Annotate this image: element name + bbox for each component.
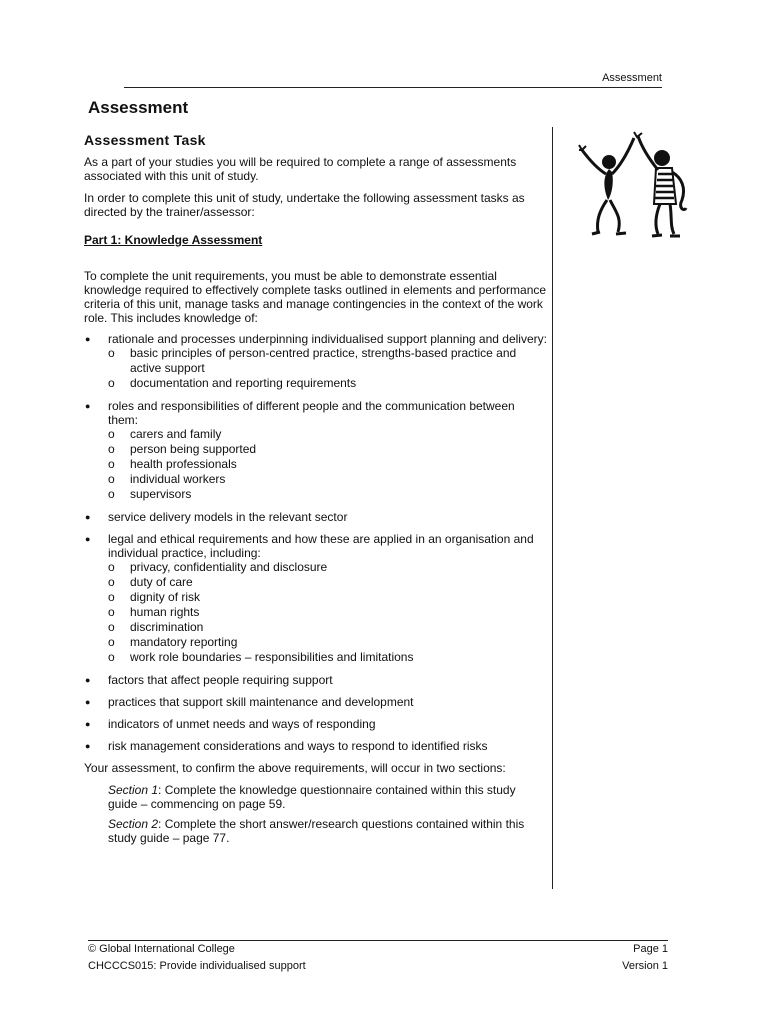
footer-rule [88, 940, 668, 941]
list-item [84, 532, 548, 665]
sub-bullet-marker: o [108, 376, 115, 390]
footer-version: Version 1 [622, 960, 668, 972]
sub-list [108, 346, 548, 391]
assessment-section [84, 817, 548, 845]
footer-row-2 [88, 960, 668, 972]
sub-bullet-marker: o [108, 605, 115, 619]
list-item-text: service delivery models in the relevant sector [108, 510, 348, 524]
part1-intro: To complete the unit requirements, you must be able to demonstrate essential knowledge required to effectively complete tasks outlined in elements and performance criteria of this unit, manage tasks and manage contingencies in the context of the work role. This includes knowledge of: [84, 269, 547, 325]
sub-list-item [108, 635, 548, 650]
sub-list-item [108, 472, 548, 487]
sub-bullet-marker: o [108, 427, 115, 441]
sub-list [108, 560, 548, 665]
sub-list-item-text: work role boundaries – responsibilities and limitations [130, 650, 414, 664]
section-text: : Complete the knowledge questionnaire contained within this study guide – commencing on page 59. [108, 783, 516, 811]
sub-list-item-text: mandatory reporting [130, 635, 238, 649]
sub-bullet-marker: o [108, 487, 115, 501]
list-item-text: factors that affect people requiring support [108, 673, 333, 687]
sub-list-item-text: discrimination [130, 620, 204, 634]
list-item [84, 332, 548, 391]
section-label: Section 1 [108, 783, 159, 797]
section-text: : Complete the short answer/research questions contained within this study guide – page 77. [108, 817, 525, 845]
part1-heading: Part 1: Knowledge Assessment [84, 233, 263, 247]
page-title: Assessment [88, 98, 189, 117]
sub-list-item [108, 427, 548, 442]
bullet-marker: ● [85, 675, 91, 685]
list-item-text: practices that support skill maintenance and development [108, 695, 414, 709]
task-heading: Assessment Task [84, 132, 206, 148]
list-item [84, 739, 548, 753]
sub-list-item-text: dignity of risk [130, 590, 201, 604]
sub-list-item [108, 605, 548, 620]
sub-list-item [108, 620, 548, 635]
sub-bullet-marker: o [108, 472, 115, 486]
sub-list-item [108, 575, 548, 590]
sub-list-item-text: human rights [130, 605, 200, 619]
list-item [84, 695, 548, 709]
sub-list-item-text: basic principles of person-centred practice, strengths-based practice and active support [130, 346, 517, 375]
sub-list-item [108, 442, 548, 457]
column-divider [552, 127, 553, 889]
sub-list [108, 427, 548, 502]
sub-list-item [108, 457, 548, 472]
header-rule [124, 87, 662, 88]
task-intro: As a part of your studies you will be required to complete a range of assessments associated with this unit of study. [84, 155, 517, 183]
sub-list-item-text: person being supported [130, 442, 257, 456]
sub-list-item-text: health professionals [130, 457, 237, 471]
knowledge-list [84, 332, 548, 753]
sub-list-item [108, 650, 548, 665]
section-label: Section 2 [108, 817, 159, 831]
list-item [84, 399, 548, 502]
bullet-marker: ● [85, 534, 91, 544]
list-item-text: legal and ethical requirements and how these are applied in an organisation and individual practice, including: [108, 532, 534, 560]
sub-list-item-text: carers and family [130, 427, 222, 441]
sub-list-item-text: privacy, confidentiality and disclosure [130, 560, 328, 574]
bullet-marker: ● [85, 719, 91, 729]
list-item [84, 510, 548, 524]
footer-unit-code: CHCCCS015: Provide individualised support [88, 960, 306, 972]
sub-list-item [108, 376, 548, 391]
main-content [84, 133, 548, 851]
sub-list-item [108, 590, 548, 605]
list-item-text: roles and responsibilities of different people and the communication between them: [108, 399, 515, 427]
bullet-marker: ● [85, 741, 91, 751]
list-item [84, 717, 548, 731]
sub-bullet-marker: o [108, 457, 115, 471]
bullet-marker: ● [85, 334, 91, 344]
bullet-marker: ● [85, 697, 91, 707]
sub-list-item-text: duty of care [130, 575, 193, 589]
sub-bullet-marker: o [108, 346, 115, 360]
sub-list-item [108, 487, 548, 502]
list-item-text: indicators of unmet needs and ways of responding [108, 717, 376, 731]
sub-bullet-marker: o [108, 620, 115, 634]
sub-list-item [108, 346, 548, 376]
running-header: Assessment [602, 72, 662, 84]
sub-list-item [108, 560, 548, 575]
task-instruction: In order to complete this unit of study, undertake the following assessment tasks as directed by the trainer/assessor: [84, 191, 525, 219]
assessment-section [84, 783, 548, 811]
sub-list-item-text: documentation and reporting requirements [130, 376, 357, 390]
footer-row-1 [88, 943, 668, 955]
footer-copyright: © Global International College [88, 943, 235, 955]
list-item-text: rationale and processes underpinning individualised support planning and delivery: [108, 332, 547, 346]
sub-bullet-marker: o [108, 650, 115, 664]
list-item [84, 673, 548, 687]
sub-list-item-text: individual workers [130, 472, 226, 486]
sub-bullet-marker: o [108, 560, 115, 574]
footer-page-number: Page 1 [633, 943, 668, 955]
section-list [84, 783, 548, 845]
sub-bullet-marker: o [108, 442, 115, 456]
list-item-text: risk management considerations and ways to respond to identified risks [108, 739, 488, 753]
confirm-text: Your assessment, to confirm the above requirements, will occur in two sections: [84, 761, 506, 775]
sub-bullet-marker: o [108, 575, 115, 589]
bullet-marker: ● [85, 512, 91, 522]
bullet-marker: ● [85, 401, 91, 411]
sub-bullet-marker: o [108, 635, 115, 649]
sub-list-item-text: supervisors [130, 487, 192, 501]
sub-bullet-marker: o [108, 590, 115, 604]
dancing-figures-clipart [572, 128, 694, 244]
